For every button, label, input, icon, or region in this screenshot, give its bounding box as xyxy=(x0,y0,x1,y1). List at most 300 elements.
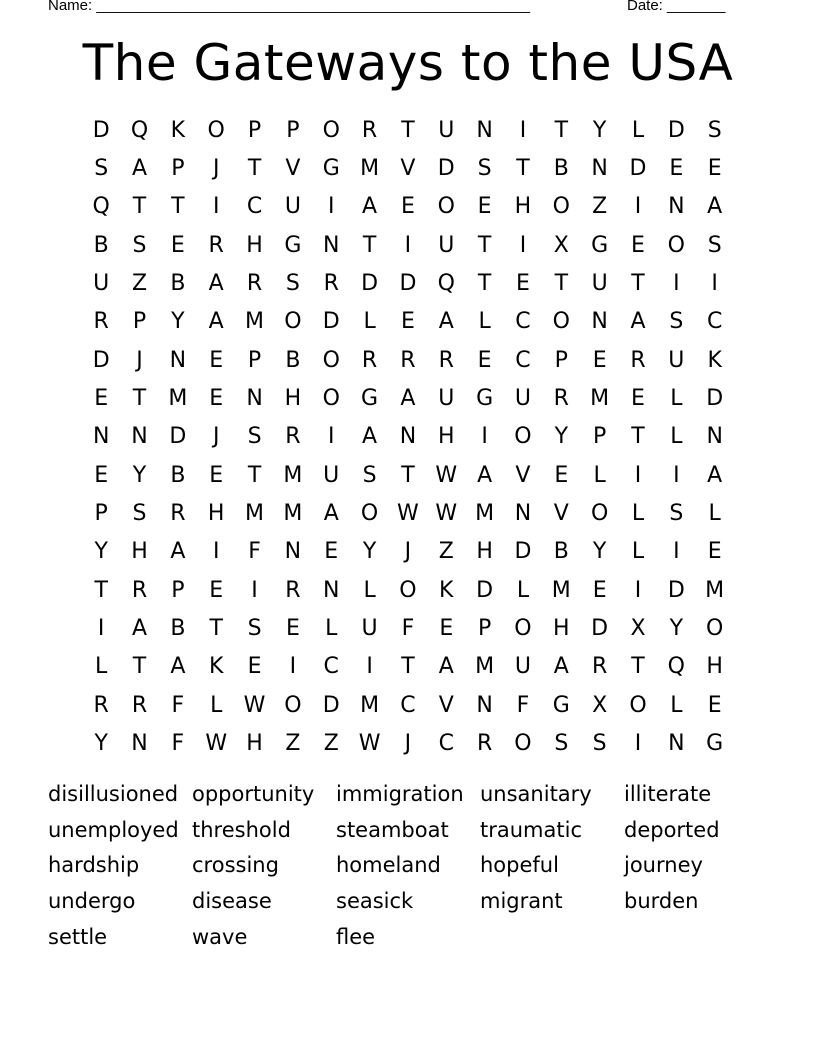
grid-letter[interactable]: D xyxy=(629,156,647,182)
grid-letter[interactable]: A xyxy=(170,539,186,565)
grid-letter[interactable]: N xyxy=(668,194,685,220)
grid-letter[interactable]: C xyxy=(515,347,531,373)
grid-letter[interactable]: M xyxy=(475,654,495,680)
grid-letter[interactable]: M xyxy=(551,577,571,603)
grid-letter[interactable]: W xyxy=(243,692,266,718)
grid-letter[interactable]: O xyxy=(514,424,532,450)
grid-letter[interactable]: O xyxy=(322,386,340,412)
grid-letter[interactable]: L xyxy=(363,309,376,335)
grid-letter[interactable]: I xyxy=(481,424,488,450)
grid-letter[interactable]: P xyxy=(286,117,300,143)
grid-letter[interactable]: J xyxy=(404,731,412,757)
grid-letter[interactable]: E xyxy=(592,577,607,603)
grid-letter[interactable]: N xyxy=(323,577,340,603)
grid-letter[interactable]: L xyxy=(478,309,491,335)
grid-letter[interactable]: U xyxy=(514,654,531,680)
grid-letter[interactable]: Y xyxy=(171,309,185,335)
grid-letter[interactable]: W xyxy=(435,501,458,527)
grid-letter[interactable]: T xyxy=(477,232,492,258)
grid-letter[interactable]: I xyxy=(673,539,680,565)
grid-letter[interactable]: Q xyxy=(667,654,685,680)
grid-letter[interactable]: E xyxy=(400,194,415,220)
grid-letter[interactable]: Y xyxy=(94,731,108,757)
grid-letter[interactable]: L xyxy=(95,654,108,680)
grid-letter[interactable]: H xyxy=(284,386,302,412)
grid-letter[interactable]: E xyxy=(170,232,185,258)
grid-letter[interactable]: I xyxy=(519,117,527,143)
grid-letter[interactable]: C xyxy=(323,654,339,680)
grid-letter[interactable]: B xyxy=(170,271,186,297)
grid-letter[interactable]: A xyxy=(400,386,416,412)
grid-letter[interactable]: B xyxy=(285,347,301,373)
grid-letter[interactable]: S xyxy=(669,501,684,527)
grid-letter[interactable]: I xyxy=(366,654,373,680)
grid-letter[interactable]: S xyxy=(592,731,607,757)
grid-letter[interactable]: B xyxy=(93,232,109,258)
grid-letter[interactable]: M xyxy=(705,577,725,603)
grid-letter[interactable]: Y xyxy=(132,462,147,488)
grid-letter[interactable]: O xyxy=(706,616,724,642)
grid-letter[interactable]: V xyxy=(400,156,416,182)
grid-letter[interactable]: A xyxy=(630,309,646,335)
grid-letter[interactable]: M xyxy=(475,501,495,527)
grid-letter[interactable]: U xyxy=(361,616,378,642)
grid-letter[interactable]: M xyxy=(245,501,265,527)
grid-letter[interactable]: E xyxy=(209,462,224,488)
grid-letter[interactable]: R xyxy=(400,347,416,373)
grid-letter[interactable]: K xyxy=(439,577,454,603)
grid-letter[interactable]: O xyxy=(360,501,379,527)
grid-letter[interactable]: O xyxy=(437,194,455,220)
grid-letter[interactable]: T xyxy=(554,271,569,297)
grid-letter[interactable]: T xyxy=(209,616,223,642)
grid-letter[interactable]: R xyxy=(285,577,301,603)
grid-letter[interactable]: T xyxy=(247,462,262,488)
grid-letter[interactable]: D xyxy=(667,577,685,603)
word-list-item: undergo xyxy=(48,889,136,914)
grid-letter[interactable]: Z xyxy=(438,539,454,565)
grid-letter[interactable]: D xyxy=(437,156,455,182)
grid-letter[interactable]: R xyxy=(438,347,454,373)
grid-letter[interactable]: D xyxy=(92,117,110,143)
grid-letter[interactable]: E xyxy=(209,577,224,603)
grid-letter[interactable]: I xyxy=(97,616,105,642)
word-list-item: homeland xyxy=(336,853,441,878)
grid-letter[interactable]: M xyxy=(168,386,188,412)
grid-letter[interactable]: D xyxy=(92,347,110,373)
grid-letter[interactable]: Q xyxy=(130,117,149,143)
grid-letter[interactable]: I xyxy=(711,271,718,297)
grid-letter[interactable]: R xyxy=(131,577,148,603)
grid-letter[interactable]: H xyxy=(476,539,493,565)
grid-letter[interactable]: T xyxy=(477,271,492,297)
header-row xyxy=(0,0,816,21)
grid-letter[interactable]: U xyxy=(323,462,340,488)
grid-letter[interactable]: A xyxy=(362,194,378,220)
grid-letter[interactable]: D xyxy=(169,424,187,450)
grid-letter[interactable]: R xyxy=(361,347,378,373)
grid-letter[interactable]: F xyxy=(171,731,185,757)
grid-letter[interactable]: D xyxy=(322,692,340,718)
grid-letter[interactable]: E xyxy=(554,462,569,488)
grid-letter[interactable]: D xyxy=(706,386,724,412)
grid-letter[interactable]: E xyxy=(400,309,415,335)
grid-letter[interactable]: E xyxy=(439,616,454,642)
grid-letter[interactable]: T xyxy=(132,386,147,412)
grid-letter[interactable]: V xyxy=(285,156,301,182)
grid-letter[interactable]: N xyxy=(476,692,493,718)
grid-letter[interactable]: N xyxy=(323,232,340,258)
grid-letter[interactable]: L xyxy=(325,616,338,642)
grid-letter[interactable]: D xyxy=(591,616,609,642)
grid-letter[interactable]: O xyxy=(284,309,302,335)
grid-letter[interactable]: U xyxy=(284,194,301,220)
grid-letter[interactable]: S xyxy=(285,271,300,297)
grid-letter[interactable]: I xyxy=(251,577,258,603)
grid-letter[interactable]: G xyxy=(476,386,494,412)
grid-letter[interactable]: M xyxy=(245,309,265,335)
grid-letter[interactable]: R xyxy=(630,347,646,373)
grid-letter[interactable]: Y xyxy=(669,616,684,642)
grid-letter[interactable]: B xyxy=(170,462,186,488)
grid-letter[interactable]: R xyxy=(131,692,148,718)
grid-letter[interactable]: H xyxy=(437,424,455,450)
grid-letter[interactable]: W xyxy=(358,731,381,757)
grid-letter[interactable]: N xyxy=(131,424,148,450)
grid-letter[interactable]: R xyxy=(476,731,493,757)
grid-letter[interactable]: H xyxy=(207,501,225,527)
grid-letter[interactable]: E xyxy=(94,386,109,412)
grid-letter[interactable]: F xyxy=(248,539,261,565)
date-field-label[interactable]: Date: _______ xyxy=(627,0,726,14)
grid-letter[interactable]: C xyxy=(246,194,263,220)
grid-letter[interactable]: C xyxy=(400,692,416,718)
grid-letter[interactable]: O xyxy=(207,117,225,143)
grid-letter[interactable]: E xyxy=(516,271,530,297)
grid-letter[interactable]: L xyxy=(363,577,376,603)
grid-letter[interactable]: O xyxy=(514,731,532,757)
grid-letter[interactable]: K xyxy=(707,347,722,373)
grid-letter[interactable]: L xyxy=(210,692,223,718)
grid-letter[interactable]: J xyxy=(136,347,143,373)
grid-letter[interactable]: G xyxy=(552,692,570,718)
grid-letter[interactable]: R xyxy=(361,117,378,143)
grid-letter[interactable]: G xyxy=(591,232,609,258)
grid-letter[interactable]: S xyxy=(707,232,722,258)
grid-letter[interactable]: E xyxy=(477,347,492,373)
grid-letter[interactable]: C xyxy=(438,731,454,757)
grid-letter[interactable]: Q xyxy=(437,271,455,297)
grid-letter[interactable]: A xyxy=(438,654,454,680)
grid-letter[interactable]: Q xyxy=(92,194,110,220)
grid-letter[interactable]: N xyxy=(169,347,187,373)
grid-letter[interactable]: O xyxy=(629,692,647,718)
grid-letter[interactable]: Y xyxy=(362,539,377,565)
grid-letter[interactable]: J xyxy=(404,539,412,565)
grid-letter[interactable]: O xyxy=(284,692,302,718)
grid-letter[interactable]: T xyxy=(401,117,415,143)
grid-letter[interactable]: I xyxy=(634,462,642,488)
grid-letter[interactable]: T xyxy=(631,654,645,680)
grid-letter[interactable]: H xyxy=(706,654,723,680)
grid-letter[interactable]: N xyxy=(476,117,493,143)
grid-letter[interactable]: X xyxy=(592,692,608,718)
grid-letter[interactable]: T xyxy=(132,194,147,220)
grid-letter[interactable]: T xyxy=(247,156,262,182)
grid-letter[interactable]: E xyxy=(669,156,684,182)
grid-letter[interactable]: O xyxy=(552,194,570,220)
grid-letter[interactable]: H xyxy=(246,731,263,757)
word-list-item: unemployed xyxy=(48,817,179,842)
grid-letter[interactable]: I xyxy=(634,194,642,220)
grid-letter[interactable]: L xyxy=(516,577,530,603)
grid-letter[interactable]: R xyxy=(591,654,608,680)
grid-letter[interactable]: N xyxy=(131,731,148,757)
grid-letter[interactable]: I xyxy=(673,271,680,297)
grid-letter[interactable]: S xyxy=(707,117,722,143)
grid-letter[interactable]: M xyxy=(360,156,380,182)
grid-letter[interactable]: S xyxy=(247,424,262,450)
grid-letter[interactable]: P xyxy=(593,424,607,450)
grid-letter[interactable]: E xyxy=(707,156,722,182)
grid-letter[interactable]: N xyxy=(591,309,608,335)
grid-letter[interactable]: E xyxy=(631,386,645,412)
grid-letter[interactable]: I xyxy=(212,194,220,220)
grid-letter[interactable]: L xyxy=(670,692,683,718)
grid-letter[interactable]: E xyxy=(209,386,224,412)
grid-letter[interactable]: B xyxy=(553,156,569,182)
name-field-label[interactable]: Name: ____________________________________________________ xyxy=(48,0,531,14)
grid-letter[interactable]: I xyxy=(404,232,412,258)
grid-letter[interactable]: O xyxy=(322,117,340,143)
grid-letter[interactable]: R xyxy=(553,386,569,412)
grid-letter[interactable]: S xyxy=(94,156,109,182)
word-list-item: disillusioned xyxy=(48,782,179,806)
grid-letter[interactable]: O xyxy=(552,309,570,335)
grid-letter[interactable]: T xyxy=(401,654,415,680)
grid-letter[interactable]: P xyxy=(247,117,262,143)
grid-letter[interactable]: A xyxy=(438,309,454,335)
grid-letter[interactable]: H xyxy=(131,539,148,565)
grid-letter[interactable]: R xyxy=(208,232,224,258)
grid-letter[interactable]: M xyxy=(283,501,303,527)
grid-letter[interactable]: S xyxy=(362,462,377,488)
grid-letter[interactable]: V xyxy=(515,462,531,488)
grid-letter[interactable]: D xyxy=(361,271,379,297)
grid-letter[interactable]: J xyxy=(212,156,220,182)
grid-letter[interactable]: N xyxy=(514,501,532,527)
grid-letter[interactable]: H xyxy=(553,616,570,642)
grid-letter[interactable]: F xyxy=(171,692,185,718)
grid-letter[interactable]: O xyxy=(590,501,609,527)
grid-letter[interactable]: E xyxy=(285,616,300,642)
grid-letter[interactable]: A xyxy=(477,462,493,488)
grid-letter[interactable]: U xyxy=(93,271,110,297)
grid-letter[interactable]: S xyxy=(132,232,147,258)
grid-letter[interactable]: E xyxy=(592,347,607,373)
grid-letter[interactable]: X xyxy=(553,232,569,258)
grid-letter[interactable]: L xyxy=(631,539,645,565)
grid-letter[interactable]: N xyxy=(591,156,608,182)
grid-letter[interactable]: L xyxy=(593,462,606,488)
grid-letter[interactable]: T xyxy=(362,232,377,258)
grid-letter[interactable]: H xyxy=(514,194,532,220)
grid-letter[interactable]: R xyxy=(170,501,186,527)
grid-letter[interactable]: N xyxy=(92,424,110,450)
grid-letter[interactable]: A xyxy=(707,462,723,488)
grid-letter[interactable]: M xyxy=(283,462,303,488)
grid-letter[interactable]: T xyxy=(631,424,645,450)
grid-letter[interactable]: N xyxy=(284,539,302,565)
grid-letter[interactable]: I xyxy=(327,194,335,220)
grid-letter[interactable]: I xyxy=(673,462,680,488)
grid-letter[interactable]: T xyxy=(171,194,185,220)
grid-letter[interactable]: A xyxy=(323,501,339,527)
grid-letter[interactable]: D xyxy=(322,309,340,335)
grid-letter[interactable]: E xyxy=(631,232,645,258)
grid-letter[interactable]: Y xyxy=(592,117,607,143)
grid-letter[interactable]: N xyxy=(246,386,263,412)
grid-letter[interactable]: O xyxy=(322,347,340,373)
grid-letter[interactable]: D xyxy=(667,117,685,143)
grid-letter[interactable]: W xyxy=(435,462,458,488)
grid-letter[interactable]: U xyxy=(668,347,685,373)
grid-letter[interactable]: D xyxy=(476,577,494,603)
grid-letter[interactable]: V xyxy=(553,501,569,527)
grid-letter[interactable]: E xyxy=(209,347,224,373)
grid-letter[interactable]: F xyxy=(401,616,415,642)
word-list-item: opportunity xyxy=(192,782,315,806)
grid-letter[interactable]: P xyxy=(132,309,147,335)
grid-letter[interactable]: H xyxy=(246,232,263,258)
grid-letter[interactable]: C xyxy=(515,309,531,335)
grid-letter[interactable]: S xyxy=(247,616,262,642)
grid-letter[interactable]: U xyxy=(514,386,531,412)
grid-letter[interactable]: N xyxy=(706,424,723,450)
grid-letter[interactable]: O xyxy=(399,577,417,603)
grid-letter[interactable]: E xyxy=(707,692,722,718)
grid-letter[interactable]: Z xyxy=(323,731,339,757)
grid-letter[interactable]: T xyxy=(631,271,645,297)
grid-letter[interactable]: A xyxy=(208,309,224,335)
grid-letter[interactable]: U xyxy=(591,271,608,297)
grid-letter[interactable]: N xyxy=(399,424,417,450)
grid-letter[interactable]: E xyxy=(94,462,109,488)
grid-letter[interactable]: O xyxy=(667,232,685,258)
grid-letter[interactable]: I xyxy=(327,424,335,450)
grid-letter[interactable]: P xyxy=(94,501,108,527)
grid-letter[interactable]: M xyxy=(590,386,610,412)
grid-letter[interactable]: P xyxy=(171,156,185,182)
grid-letter[interactable]: L xyxy=(631,501,645,527)
grid-letter[interactable]: R xyxy=(246,271,263,297)
grid-letter[interactable]: L xyxy=(670,386,683,412)
grid-letter[interactable]: A xyxy=(553,654,569,680)
grid-letter[interactable]: L xyxy=(631,117,645,143)
grid-letter[interactable]: P xyxy=(554,347,568,373)
grid-letter[interactable]: M xyxy=(360,692,380,718)
grid-letter[interactable]: S xyxy=(669,309,684,335)
grid-letter[interactable]: Y xyxy=(554,424,569,450)
grid-letter[interactable]: P xyxy=(247,347,262,373)
grid-letter[interactable]: A xyxy=(362,424,378,450)
grid-letter[interactable]: E xyxy=(707,539,722,565)
grid-letter[interactable]: A xyxy=(707,194,723,220)
grid-letter[interactable]: D xyxy=(399,271,417,297)
grid-letter[interactable]: R xyxy=(285,424,301,450)
grid-letter[interactable]: T xyxy=(554,117,569,143)
grid-letter[interactable]: Z xyxy=(592,194,608,220)
grid-letter[interactable]: X xyxy=(630,616,646,642)
word-list-item: hopeful xyxy=(480,853,559,878)
grid-letter[interactable]: B xyxy=(170,616,186,642)
grid-letter[interactable]: V xyxy=(438,692,454,718)
grid-letter[interactable]: I xyxy=(212,539,220,565)
grid-letter[interactable]: T xyxy=(94,577,108,603)
grid-letter[interactable]: T xyxy=(516,156,530,182)
grid-letter[interactable]: W xyxy=(397,501,419,527)
grid-letter[interactable]: S xyxy=(477,156,492,182)
grid-letter[interactable]: S xyxy=(554,731,569,757)
grid-letter[interactable]: R xyxy=(323,271,339,297)
grid-letter[interactable]: S xyxy=(132,501,147,527)
grid-letter[interactable]: I xyxy=(519,232,527,258)
grid-letter[interactable]: E xyxy=(324,539,339,565)
grid-letter[interactable]: T xyxy=(401,462,415,488)
word-list xyxy=(48,776,768,954)
grid-letter[interactable]: A xyxy=(170,654,186,680)
grid-letter[interactable]: G xyxy=(706,731,724,757)
grid-letter[interactable]: T xyxy=(132,654,147,680)
grid-letter[interactable]: R xyxy=(93,692,109,718)
grid-letter[interactable]: N xyxy=(668,731,685,757)
grid-letter[interactable]: O xyxy=(514,616,532,642)
grid-letter[interactable]: I xyxy=(634,731,642,757)
grid-letter[interactable]: U xyxy=(438,386,455,412)
grid-letter[interactable]: I xyxy=(634,577,642,603)
grid-letter[interactable]: F xyxy=(516,692,530,718)
grid-letter[interactable]: L xyxy=(708,501,721,527)
grid-letter[interactable]: K xyxy=(170,117,186,143)
grid-letter[interactable]: U xyxy=(438,232,455,258)
grid-letter[interactable]: P xyxy=(477,616,492,642)
grid-letter[interactable]: A xyxy=(131,616,148,642)
grid-letter[interactable]: I xyxy=(289,654,297,680)
grid-letter[interactable]: B xyxy=(553,539,569,565)
grid-letter[interactable]: P xyxy=(171,577,185,603)
grid-letter[interactable]: E xyxy=(247,654,262,680)
grid-letter[interactable]: K xyxy=(208,654,224,680)
grid-letter[interactable]: L xyxy=(670,424,683,450)
grid-letter[interactable]: J xyxy=(212,424,220,450)
grid-letter[interactable]: Y xyxy=(94,539,108,565)
grid-letter[interactable]: G xyxy=(361,386,379,412)
grid-letter[interactable]: Z xyxy=(285,731,301,757)
grid-letter[interactable]: W xyxy=(205,731,228,757)
grid-letter[interactable]: C xyxy=(706,309,723,335)
grid-letter[interactable]: A xyxy=(208,271,224,297)
grid-letter[interactable]: U xyxy=(438,117,455,143)
grid-letter[interactable]: G xyxy=(284,232,302,258)
grid-letter[interactable]: Y xyxy=(592,539,607,565)
grid-letter[interactable]: R xyxy=(93,309,109,335)
grid-letter[interactable]: D xyxy=(514,539,532,565)
grid-letter[interactable]: A xyxy=(131,156,148,182)
word-list-item: unsanitary xyxy=(480,782,592,806)
grid-letter[interactable]: Z xyxy=(131,271,148,297)
grid-letter[interactable]: E xyxy=(477,194,492,220)
grid-letter[interactable]: G xyxy=(322,156,340,182)
